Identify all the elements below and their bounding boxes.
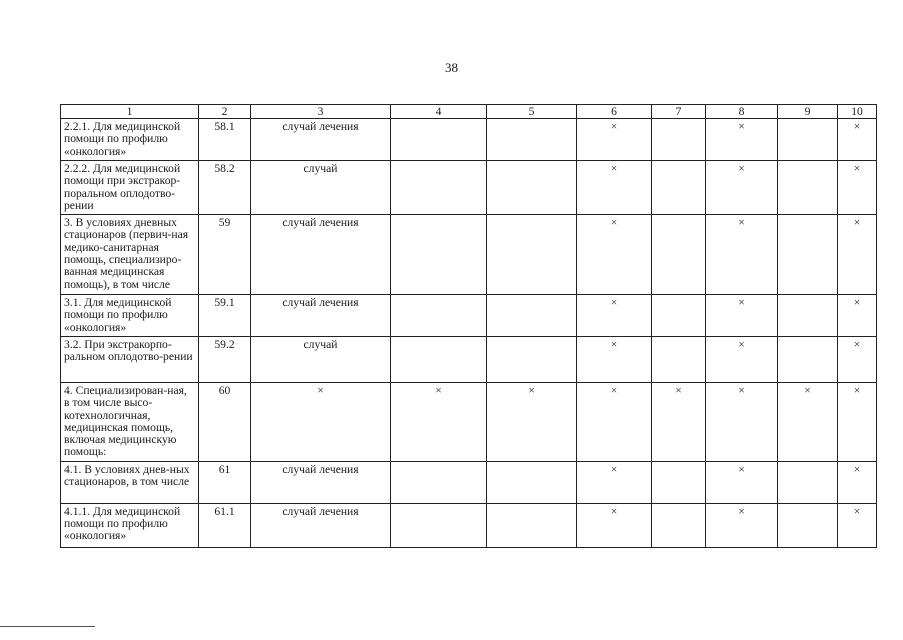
row-col10-cell: × [838,336,877,382]
row-col4-cell [391,161,487,215]
row-col5-cell [487,119,577,161]
column-header-1: 1 [61,105,199,119]
row-col5-cell [487,161,577,215]
table-body [61,119,877,548]
table-row [61,461,877,503]
row-col5-cell [487,461,577,503]
row-col9-cell [778,461,838,503]
row-col6-cell: × [577,336,652,382]
row-col4-cell [391,461,487,503]
row-col7-cell [652,503,706,547]
row-col5-cell [487,295,577,337]
row-col9-cell [778,161,838,215]
column-header-3: 3 [251,105,391,119]
table-row [61,295,877,337]
row-name-cell: 4.1. В условиях днев-ных стационаров, в том числе [61,461,199,503]
row-col9-cell [778,295,838,337]
column-header-4: 4 [391,105,487,119]
row-name-cell: 3. В условиях дневных стационаров (первич-ная медико-санитарная помощь, специализиро-ванная медицинская помощь), в том числе [61,215,199,295]
row-col10-cell: × [838,215,877,295]
row-name-cell: 2.2.2. Для медицинской помощи при экстракор-поральном оплодотво-рении [61,161,199,215]
table-row [61,119,877,161]
row-col6-cell: × [577,503,652,547]
row-code-cell: 59.2 [199,336,251,382]
row-col4-cell [391,119,487,161]
row-col8-cell: × [706,119,778,161]
row-col5-cell [487,336,577,382]
row-code-cell: 60 [199,382,251,461]
row-unit-cell: × [251,382,391,461]
row-col9-cell [778,119,838,161]
footnote-rule [0,626,95,627]
row-code-cell: 58.2 [199,161,251,215]
row-col6-cell: × [577,161,652,215]
row-col9-cell: × [778,382,838,461]
row-col6-cell: × [577,295,652,337]
row-col4-cell [391,503,487,547]
row-col10-cell: × [838,161,877,215]
row-code-cell: 59 [199,215,251,295]
table-row [61,382,877,461]
row-name-cell: 4. Специализирован-ная, в том числе высо-котехнологичная, медицинская помощь, включая медицинскую помощь: [61,382,199,461]
row-name-cell: 4.1.1. Для медицинской помощи по профилю «онкология» [61,503,199,547]
row-col4-cell: × [391,382,487,461]
column-header-10: 10 [838,105,877,119]
row-col7-cell [652,295,706,337]
row-col8-cell: × [706,461,778,503]
row-col4-cell [391,295,487,337]
row-col9-cell [778,336,838,382]
table-row [61,503,877,547]
row-unit-cell: случай лечения [251,461,391,503]
row-col10-cell: × [838,119,877,161]
row-col7-cell [652,215,706,295]
row-name-cell: 2.2.1. Для медицинской помощи по профилю «онкология» [61,119,199,161]
row-code-cell: 58.1 [199,119,251,161]
column-header-7: 7 [652,105,706,119]
row-col7-cell [652,461,706,503]
row-unit-cell: случай [251,161,391,215]
row-col10-cell: × [838,382,877,461]
header-row [61,105,877,119]
row-col6-cell: × [577,382,652,461]
column-header-5: 5 [487,105,577,119]
row-col5-cell [487,215,577,295]
row-col7-cell: × [652,382,706,461]
row-col8-cell: × [706,215,778,295]
row-unit-cell: случай лечения [251,119,391,161]
row-col8-cell: × [706,336,778,382]
row-unit-cell: случай [251,336,391,382]
row-col5-cell: × [487,382,577,461]
row-unit-cell: случай лечения [251,295,391,337]
data-table [60,104,877,548]
column-header-6: 6 [577,105,652,119]
row-col4-cell [391,215,487,295]
column-header-2: 2 [199,105,251,119]
table-row [61,215,877,295]
row-col9-cell [778,215,838,295]
row-unit-cell: случай лечения [251,503,391,547]
row-col10-cell: × [838,295,877,337]
row-col8-cell: × [706,382,778,461]
row-code-cell: 61 [199,461,251,503]
row-name-cell: 3.2. При экстракорпо-ральном оплодотво-рении [61,336,199,382]
row-col6-cell: × [577,119,652,161]
row-col5-cell [487,503,577,547]
row-col6-cell: × [577,215,652,295]
row-col8-cell: × [706,503,778,547]
column-header-9: 9 [778,105,838,119]
table-row [61,336,877,382]
row-col10-cell: × [838,503,877,547]
row-col7-cell [652,119,706,161]
table-row [61,161,877,215]
row-col4-cell [391,336,487,382]
column-header-8: 8 [706,105,778,119]
row-col7-cell [652,336,706,382]
row-col7-cell [652,161,706,215]
row-code-cell: 59.1 [199,295,251,337]
row-col8-cell: × [706,295,778,337]
row-col6-cell: × [577,461,652,503]
row-col8-cell: × [706,161,778,215]
row-name-cell: 3.1. Для медицинской помощи по профилю «онкология» [61,295,199,337]
page-number: 38 [445,60,458,75]
row-code-cell: 61.1 [199,503,251,547]
row-col10-cell: × [838,461,877,503]
row-col9-cell [778,503,838,547]
row-unit-cell: случай лечения [251,215,391,295]
